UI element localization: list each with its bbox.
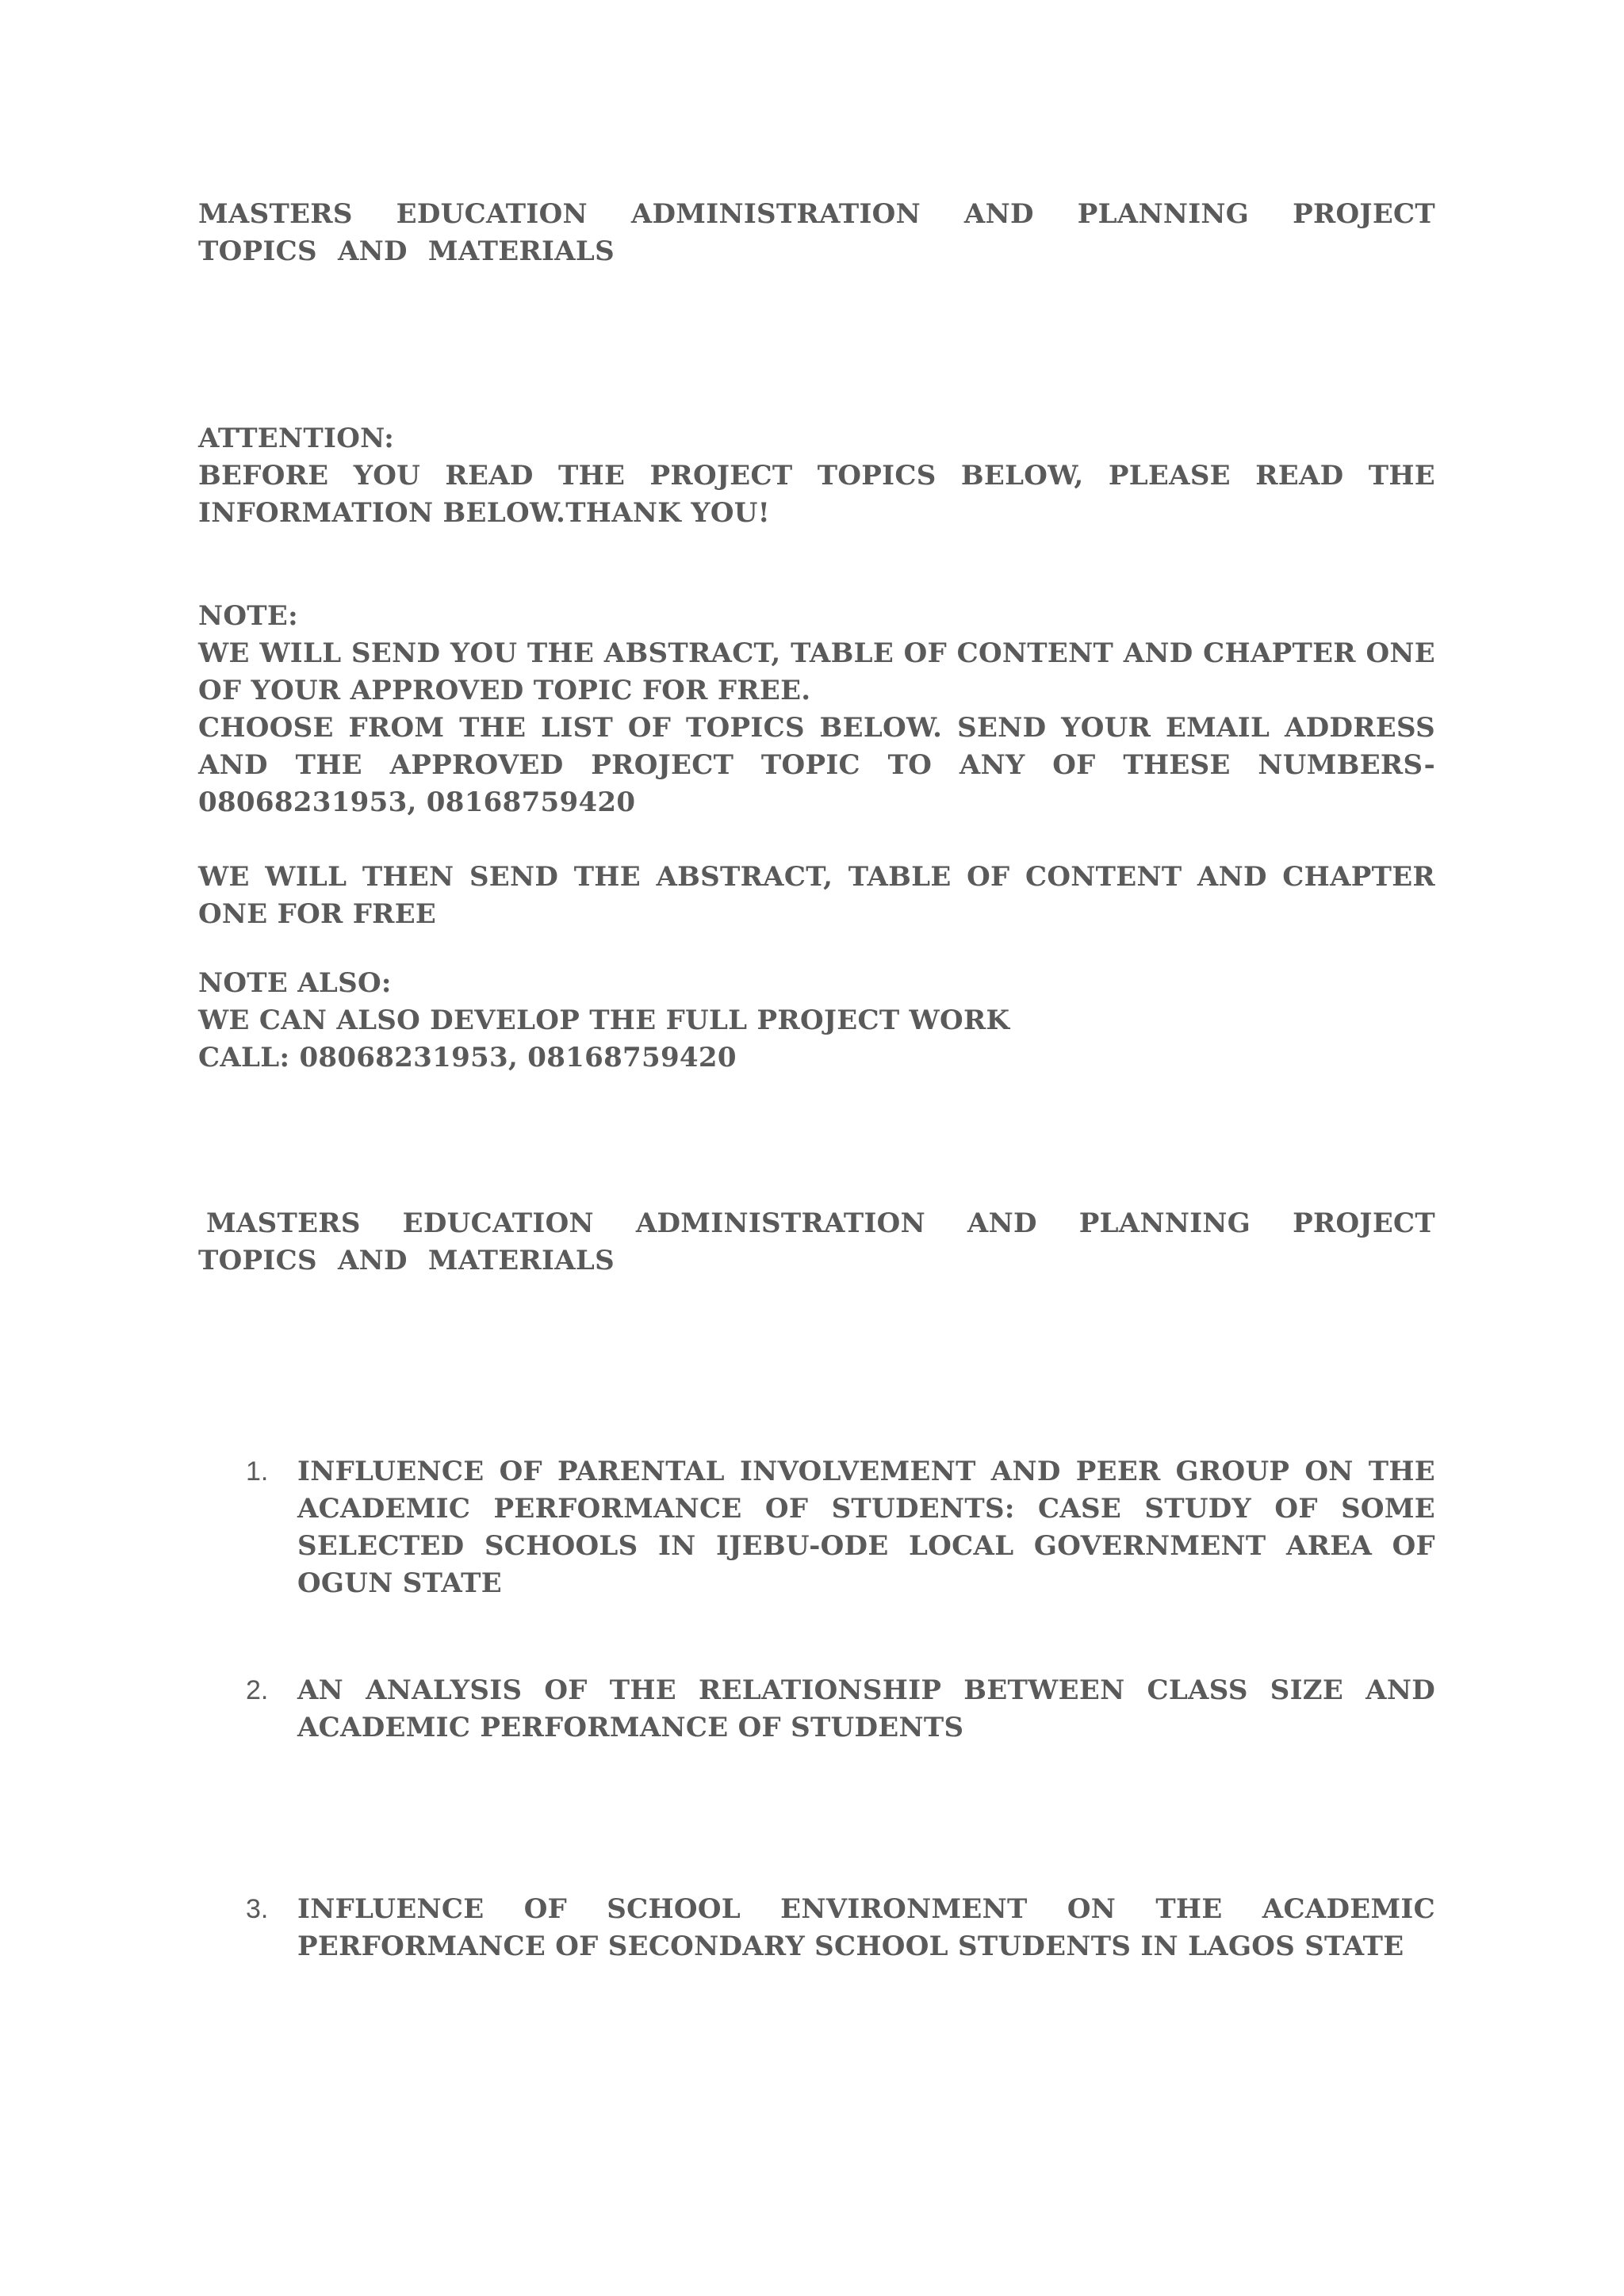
topic-text: INFLUENCE OF SCHOOL ENVIRONMENT ON THE ACADEMIC PERFORMANCE OF SECONDARY SCHOOL STUDENTS IN LAGOS STATE	[297, 1893, 1435, 1962]
note-line-1: WE WILL SEND YOU THE ABSTRACT, TABLE OF CONTENT AND CHAPTER ONE OF YOUR APPROVED TOPIC FOR FREE.	[198, 637, 1435, 706]
note-heading: NOTE:	[198, 600, 298, 632]
topic-number: 3.	[246, 1894, 269, 1924]
note-also-line-2: CALL: 08068231953, 08168759420	[198, 1042, 737, 1073]
topic-text: INFLUENCE OF PARENTAL INVOLVEMENT AND PEER GROUP ON THE ACADEMIC PERFORMANCE OF STUDENTS: CASE STUDY OF SOME SELECTED SCHOOLS IN IJEBU-ODE LOCAL GOVERNMENT AREA OF OGUN STATE	[297, 1456, 1435, 1599]
attention-text: BEFORE YOU READ THE PROJECT TOPICS BELOW, PLEASE READ THE INFORMATION BELOW.THANK YOU!	[198, 460, 1435, 529]
note-also-section	[198, 965, 1435, 1077]
topic-text: AN ANALYSIS OF THE RELATIONSHIP BETWEEN CLASS SIZE AND ACADEMIC PERFORMANCE OF STUDENTS	[297, 1674, 1435, 1743]
note-also-heading: NOTE ALSO:	[198, 967, 392, 999]
attention-section	[198, 420, 1435, 532]
note-line-3: WE WILL THEN SEND THE ABSTRACT, TABLE OF CONTENT AND CHAPTER ONE FOR FREE	[198, 861, 1435, 930]
document-title-repeat: MASTERS EDUCATION ADMINISTRATION AND PLANNING PROJECT TOPICS AND MATERIALS	[198, 1207, 1435, 1276]
note-line-2: CHOOSE FROM THE LIST OF TOPICS BELOW. SEND YOUR EMAIL ADDRESS AND THE APPROVED PROJECT TOPIC TO ANY OF THESE NUMBERS-08068231953, 08168759420	[198, 712, 1435, 818]
attention-heading: ATTENTION:	[198, 423, 395, 454]
document-title: MASTERS EDUCATION ADMINISTRATION AND PLANNING PROJECT TOPICS AND MATERIALS	[198, 198, 1435, 267]
topic-number: 1.	[246, 1456, 269, 1487]
note-also-line-1: WE CAN ALSO DEVELOP THE FULL PROJECT WORK	[198, 1004, 1010, 1036]
topic-number: 2.	[246, 1675, 269, 1705]
note-section	[198, 598, 1435, 933]
